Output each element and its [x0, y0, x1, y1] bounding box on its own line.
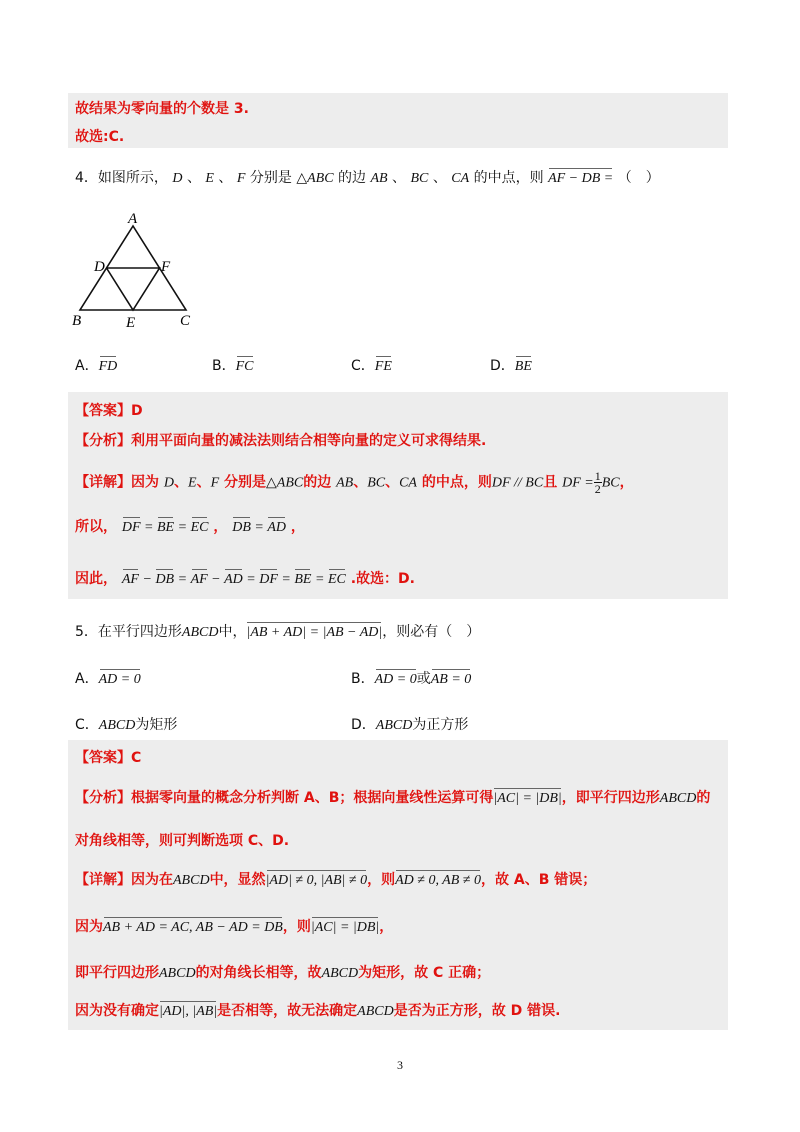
midpoint-triangle	[107, 268, 160, 310]
detail-text: 所以，	[75, 519, 117, 535]
q5-detail-line	[75, 869, 596, 889]
detail-text: 的对角线长相等，故	[195, 965, 322, 981]
side-bc: BC	[367, 475, 386, 491]
q5-option-c[interactable]	[75, 714, 177, 734]
vector-db: DB	[155, 572, 175, 587]
separator: ，	[379, 919, 394, 935]
separator: ，	[290, 519, 305, 535]
point-f: F	[210, 475, 220, 491]
option-text: AD = 0	[98, 672, 141, 687]
separator: ，	[619, 474, 634, 491]
q5-option-a[interactable]	[75, 668, 141, 688]
q4-stem-prefix: 4．如图所示，	[75, 170, 168, 186]
detail-tag: 【详解】	[75, 474, 131, 491]
detail-text: 的边	[303, 474, 332, 491]
vector-be: BE	[294, 572, 312, 587]
analysis-text: 的	[696, 790, 711, 806]
option-letter: B．	[351, 671, 375, 687]
option-letter: D．	[351, 717, 376, 733]
option-letter: A．	[75, 671, 99, 687]
q4-therefore-line: 所以， DF = BE = EC ， DB = AD ，	[75, 519, 305, 535]
side-ca: CA	[451, 171, 470, 186]
q5-analysis-line	[75, 787, 710, 807]
parallel-relation: DF // BC	[491, 475, 544, 491]
parallelogram-abcd: ABCD	[321, 966, 359, 981]
detail-text: ，则	[282, 919, 311, 935]
side-ab: AB	[370, 171, 388, 186]
q5-stem	[75, 621, 480, 641]
option-text: 为正方形	[412, 717, 469, 733]
figure-label-d: D	[94, 259, 105, 275]
option-math: ABCD	[375, 718, 413, 733]
triangle-abc: △ABC	[296, 171, 334, 186]
fraction-numerator: 1	[594, 469, 601, 483]
detail-text: 且	[543, 474, 558, 491]
q4-analysis-line	[75, 430, 486, 450]
q5-stem-text: 中，	[218, 624, 247, 640]
detail-text: 为矩形，故 C 正确；	[358, 965, 491, 981]
figure-label-a: A	[128, 211, 138, 227]
parallelogram-abcd: ABCD	[357, 1004, 394, 1019]
q5-option-b[interactable]	[351, 668, 471, 688]
option-text: AD = 0	[374, 672, 417, 687]
q4-stem-text: 的中点，则	[473, 170, 544, 186]
option-text: AB = 0	[430, 672, 472, 687]
q4-option-a[interactable]	[75, 355, 117, 375]
q5-stem-text: ，则必有（ ）	[382, 624, 481, 640]
detail-tag: 【详解】	[75, 872, 131, 888]
q4-option-c[interactable]	[351, 355, 392, 375]
answer-value: C	[131, 750, 142, 766]
separator: 、	[186, 170, 201, 186]
analysis-tag: 【分析】	[75, 790, 131, 806]
triangle-abc: △ABC	[266, 475, 304, 491]
vector-be: BE	[157, 520, 175, 535]
q4-detail-line	[75, 470, 634, 495]
option-letter: B．	[212, 358, 236, 374]
detail-text: 中，显然	[209, 872, 266, 888]
option-vector: FE	[374, 359, 392, 374]
answer-tag: 【答案】	[75, 403, 131, 419]
parallelogram-abcd: ABCD	[159, 966, 196, 981]
option-vector: FC	[235, 359, 254, 374]
vector-ec: EC	[327, 572, 346, 587]
option-letter: C．	[351, 358, 375, 374]
parallelogram-abcd: ABCD	[659, 791, 697, 806]
q4-option-d[interactable]	[490, 355, 532, 375]
q4-answer-line	[75, 400, 143, 420]
page-number: 3	[397, 1058, 403, 1072]
separator: 、	[385, 474, 400, 491]
q4-stem-text: 分别是	[249, 170, 292, 186]
nonzero-magnitudes: |AD| ≠ 0, |AB| ≠ 0	[265, 873, 368, 888]
detail-text: ，故 A、B 错误；	[480, 872, 597, 888]
figure-label-b: B	[72, 313, 82, 329]
detail-text: 因为没有确定	[75, 1003, 159, 1019]
vector-ad: AD	[224, 572, 243, 587]
vector-ad: AD	[267, 520, 286, 535]
vector-ec: EC	[190, 520, 209, 535]
side-ab: AB	[336, 475, 354, 491]
detail-text: ，则	[367, 872, 396, 888]
point-e: E	[188, 475, 197, 491]
separator: 、	[196, 474, 211, 491]
one-half-fraction	[594, 470, 602, 495]
q5-answer-line	[75, 747, 141, 767]
q4-stem	[75, 167, 660, 187]
analysis-equation: |AC| = |DB|	[493, 791, 562, 806]
detail-text: 的中点，则	[421, 474, 492, 491]
answer-tag: 【答案】	[75, 750, 131, 766]
vector-sum-difference: AB + AD = AC, AB − AD = DB	[103, 920, 283, 935]
length-relation: DF =	[562, 475, 594, 491]
side-bc: BC	[410, 171, 429, 186]
point-f: F	[236, 171, 246, 186]
q5-option-d[interactable]	[351, 714, 468, 734]
figure-label-e: E	[126, 315, 136, 331]
option-letter: A．	[75, 358, 99, 374]
option-vector: FD	[98, 359, 118, 374]
analysis-tag: 【分析】	[75, 433, 131, 449]
q4-blank: （ ）	[617, 170, 660, 186]
option-vector: BE	[514, 359, 532, 374]
nonzero-vectors: AD ≠ 0, AB ≠ 0	[395, 873, 481, 888]
parallelogram-abcd: ABCD	[181, 625, 219, 640]
figure-label-c: C	[180, 313, 191, 329]
vector-df: DF	[259, 572, 278, 587]
answer-value: D	[131, 403, 143, 419]
point-d: D	[163, 475, 174, 491]
option-math: ABCD	[98, 718, 136, 733]
q4-hence-line: 因此， AF − DB = AF − AD = DF = BE = EC .故选：D.	[75, 571, 415, 587]
separator: 、	[174, 474, 188, 491]
q4-option-b[interactable]	[212, 355, 254, 375]
vector-af: AF	[121, 572, 139, 587]
separator: 、	[392, 170, 407, 186]
triangle-figure	[70, 210, 200, 335]
detail-text: 即平行四边形	[75, 965, 159, 981]
separator: 、	[218, 170, 233, 186]
vector-af: AF	[190, 572, 208, 587]
analysis-text: 利用平面向量的减法法则结合相等向量的定义可求得结果.	[131, 433, 487, 449]
side-bc: BC	[601, 475, 620, 491]
separator: 、	[432, 170, 447, 186]
option-text: 为矩形	[135, 717, 178, 733]
point-d: D	[172, 171, 183, 186]
diagonal-equality: |AC| = |DB|	[310, 920, 380, 935]
q4-vector-expression: AF − DB =	[548, 171, 614, 186]
detail-text: .故选：D.	[350, 571, 415, 587]
detail-text: 因此，	[75, 571, 117, 587]
figure-label-f: F	[161, 259, 171, 275]
q5-analysis-line-2: 对角线相等，则可判断选项 C、D.	[75, 833, 290, 849]
q5-final-line	[75, 1000, 560, 1020]
vector-db: DB	[232, 520, 251, 535]
detail-text: 因为	[75, 919, 103, 935]
detail-text: 是否相等，故无法确定	[217, 1003, 358, 1019]
prev-choice-line: 故选:C.	[75, 129, 125, 145]
option-letter: C．	[75, 717, 99, 733]
prev-result-line: 故结果为零向量的个数是 3.	[75, 101, 249, 117]
vector-df: DF	[121, 520, 141, 535]
detail-text: 分别是	[224, 474, 266, 491]
analysis-text: ，即平行四边形	[561, 790, 660, 806]
separator: 、	[353, 474, 368, 491]
option-connector: 或	[416, 671, 431, 687]
q5-conclusion-line	[75, 962, 490, 982]
fraction-denominator: 2	[594, 482, 601, 496]
side-ca: CA	[399, 475, 417, 491]
q5-because-line	[75, 916, 393, 936]
parallelogram-abcd: ABCD	[173, 873, 210, 888]
analysis-text: 根据零向量的概念分析判断 A、B；根据向量线性运算可得	[131, 790, 494, 806]
q5-stem-prefix: 5．在平行四边形	[75, 624, 182, 640]
q4-stem-text: 的边	[338, 170, 367, 186]
option-letter: D．	[490, 358, 515, 374]
q5-condition: |AB + AD| = |AB − AD|	[246, 625, 383, 640]
detail-text: 因为在	[131, 872, 173, 888]
separator: ，	[213, 519, 228, 535]
magnitudes: |AD|, |AB|	[159, 1004, 218, 1019]
detail-text: 因为	[131, 474, 159, 491]
point-e: E	[205, 171, 214, 186]
detail-text: 是否为正方形，故 D 错误.	[393, 1003, 561, 1019]
